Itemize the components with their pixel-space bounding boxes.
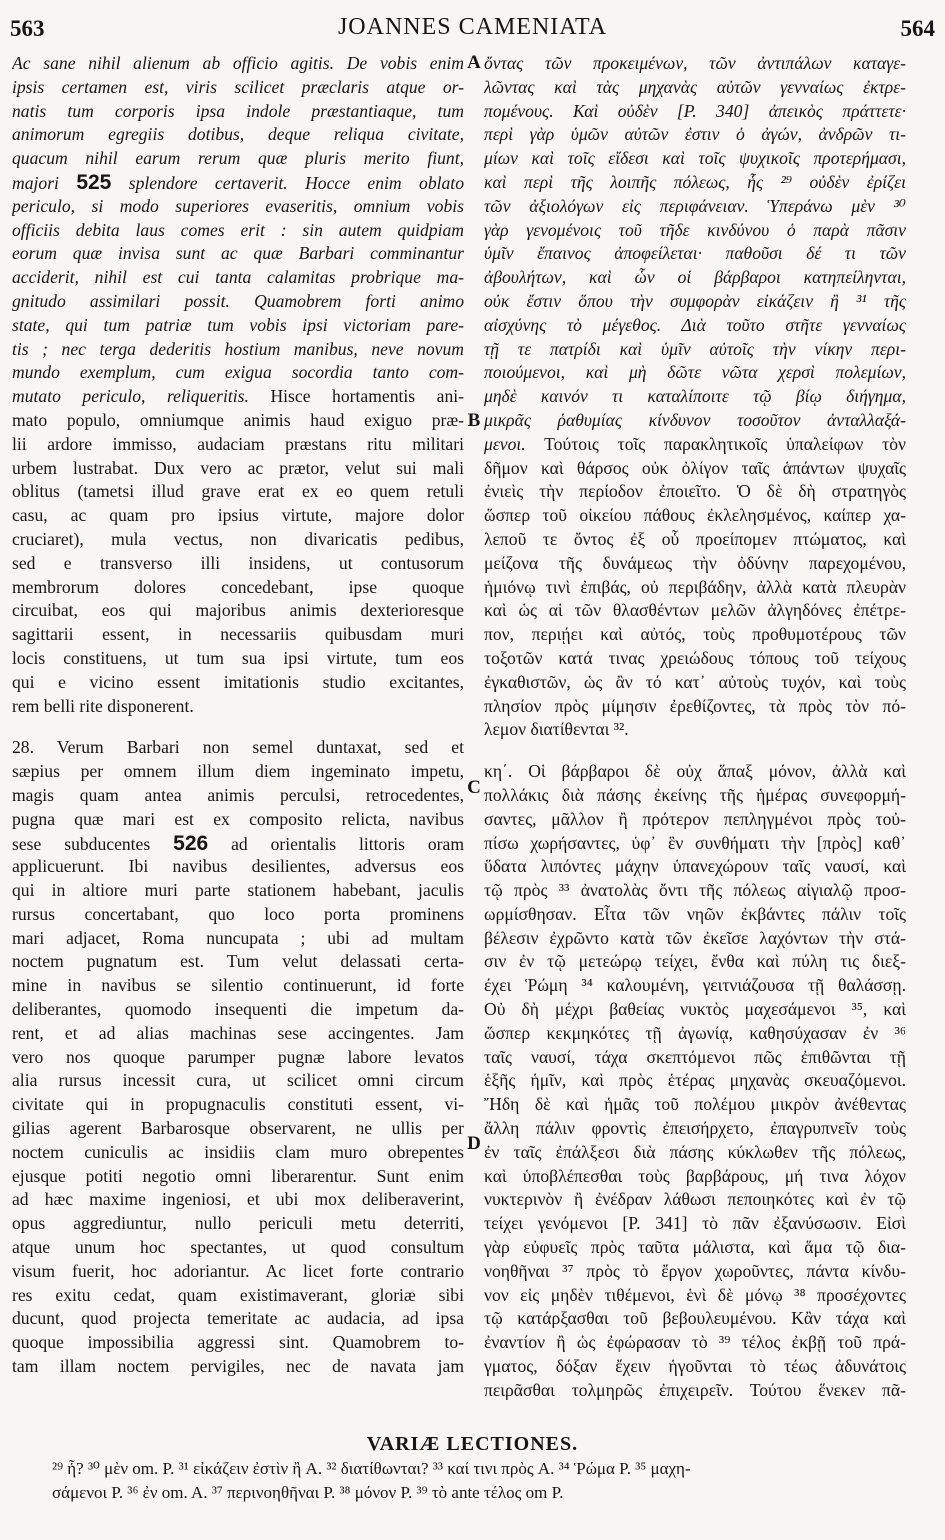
text-line <box>12 695 464 719</box>
text-segment: σιν ἐν τῷ μετεώρῳ τείχει, ἔνθα καὶ πύλη τις διεξ- <box>484 951 906 972</box>
text-segment: πίσω χωρήσαντες, ὑφ᾽ ἓν συνθήματι τὴν [πρὸς] καθ᾽ <box>484 832 906 853</box>
text-segment: νοηθῆναι ³⁷ πρὸς τὸ ἔργον χωροῦντες, πάντα κίνδυ- <box>484 1260 906 1281</box>
running-title: JOANNES CAMENIATA <box>337 14 608 40</box>
text-line <box>484 808 906 832</box>
text-segment: καὶ ὡς αἱ τῶν θλασθέντων μελῶν ἀλγηδόνες ἐπέτρε- <box>484 600 906 621</box>
paragraph-gap <box>484 742 906 760</box>
text-line <box>12 903 464 927</box>
text-line <box>12 736 464 760</box>
text-line <box>12 504 464 528</box>
text-segment: ὑμῖν ἔπαινος ἀποφείλεται· παθοῦσι δέ τι τῶν <box>484 243 906 264</box>
text-line <box>12 385 464 409</box>
text-line <box>484 1188 906 1212</box>
text-line <box>484 433 906 457</box>
text-segment: ipsis certamen est, viris scilicet præclaris atque or- <box>12 76 464 97</box>
text-segment: ἄλλη πάλιν φροντὶς ἐπεισήρχετο, ἐπαγρυπνεῖν τοὺς <box>484 1118 906 1139</box>
margin-letter-a: A <box>467 52 481 73</box>
text-line <box>484 718 906 742</box>
text-segment: atque unum hoc spectantes, ut quod consultum <box>12 1237 464 1258</box>
text-segment: noctem pugnatum est. Tum velut delassati certa- <box>12 951 464 972</box>
text-line <box>12 784 464 808</box>
text-line <box>12 1307 464 1331</box>
margin-letter-b: B <box>467 410 481 431</box>
text-segment: mato populo, omniumque animis haud exiguo præ- <box>12 409 464 430</box>
greek-column <box>484 52 906 1400</box>
text-segment: ὥσπερ τοῦ οἰκείου πάθους ἐκλελησμένος, καίπερ χα- <box>484 505 906 526</box>
text-segment: mine in navibus se silentio continuerunt, id forte <box>12 975 464 996</box>
text-line <box>12 1355 464 1379</box>
text-segment: γὰρ γενομένοις τοῦ τῆδε κινδύνου ὁ παρὰ πᾶσιν <box>484 219 906 240</box>
text-segment: μείζονα τῆς δυνάμεως τὴν ὀδύνην παρεχομένου, <box>484 552 906 573</box>
text-segment: sæpius per omnem illum diem ingeminato impetu, <box>12 761 464 782</box>
text-line <box>12 457 464 481</box>
text-line <box>12 1093 464 1117</box>
text-segment: applicuerunt. Ibi navibus desilientes, adversus eos <box>12 856 464 877</box>
text-line <box>484 76 906 100</box>
text-segment: tam illam noctem pervigiles, nec de navata jam <box>12 1356 464 1377</box>
text-line <box>12 123 464 147</box>
text-segment: Hisce hortamentis ani- <box>248 386 464 407</box>
text-segment: qui in altiore muri parte stationem habebant, jaculis <box>12 880 464 901</box>
text-line <box>484 361 906 385</box>
text-line <box>484 950 906 974</box>
text-segment: magis quam antea animis perculsi, retrocedentes, <box>12 784 464 805</box>
text-line <box>12 1046 464 1070</box>
text-segment: γὰρ εὐφυεῖς πρὸς ταῦτα μάλιστα, καὶ ἅμα τῷ δια- <box>484 1237 906 1258</box>
text-segment: membrorum dolores concedebant, ipse quoque <box>12 576 464 597</box>
text-line <box>12 647 464 671</box>
text-segment: λῶντας καὶ τὰς μηχανὰς αὐτῶν γενναίως ἐκτρε- <box>484 76 906 97</box>
text-line <box>484 855 906 879</box>
text-line <box>12 1165 464 1189</box>
text-segment: sagittarii essent, in necessariis quibusdam muri <box>12 624 464 645</box>
text-line <box>484 195 906 219</box>
text-segment: ἀβουλήτων, καὶ ὧν οἱ βάρβαροι κατηπείληνται, <box>484 267 906 288</box>
text-line <box>12 361 464 385</box>
text-line <box>484 1117 906 1141</box>
text-segment: rent, et ad alias machinas sese accingentes. Jam <box>12 1022 464 1043</box>
text-line <box>12 1141 464 1165</box>
text-line <box>12 338 464 362</box>
text-line <box>12 1212 464 1236</box>
text-line <box>484 1046 906 1070</box>
text-line <box>484 1069 906 1093</box>
text-segment: circuibat, eos qui majoribus animis dexterioresque <box>12 600 464 621</box>
text-line <box>484 695 906 719</box>
text-line <box>484 1236 906 1260</box>
migne-column-marker: 526 <box>173 831 209 855</box>
text-line <box>484 147 906 171</box>
page-header <box>10 6 935 46</box>
text-line <box>12 927 464 951</box>
text-line <box>484 480 906 504</box>
migne-column-marker: 525 <box>76 170 112 194</box>
text-line <box>484 171 906 195</box>
latin-column <box>12 52 464 1377</box>
text-line <box>484 1141 906 1165</box>
text-segment: τῷ πρὸς ³³ ἀνατολὰς ὄντι τῆς πόλεως αἰγιαλῷ προσ- <box>484 880 906 901</box>
text-line <box>484 290 906 314</box>
text-segment: sese subducentes <box>12 833 174 854</box>
text-segment: πειρᾶσθαι τολμηρῶς ἐπιχειρεῖν. Τούτου ἕνεκεν πᾶ- <box>484 1379 906 1400</box>
text-segment: mundo exemplum, cum exigua socordia tanto com- <box>12 362 464 383</box>
text-segment: σαντες, μᾶλλον ἢ πρότερον πεπληγμένοι πρὸς τοὐ- <box>484 808 906 829</box>
text-line <box>12 1022 464 1046</box>
text-line <box>12 671 464 695</box>
text-line <box>12 52 464 76</box>
text-segment: opus aggrediuntur, nullo periculi metu deterriti, <box>12 1213 464 1234</box>
text-line <box>484 1379 906 1403</box>
text-segment: tis ; nec terga dederitis hostium manibus, neve novum <box>12 338 464 359</box>
text-line <box>484 52 906 76</box>
text-segment: vero nos quoque parumper pugnæ labore levatos <box>12 1046 464 1067</box>
text-segment: gnitudo assimilari possit. Quamobrem forti animo <box>12 290 464 311</box>
text-segment: quacum nihil earum rerum quæ pluris merito fiunt, <box>12 148 464 169</box>
text-segment: πον, περιῄει καὶ αὐτός, τοὺς προθυμοτέρους τῶν <box>484 624 906 645</box>
text-line <box>484 1165 906 1189</box>
text-segment: alia rursus incessit cura, ut scilicet omni circum <box>12 1070 464 1091</box>
text-segment: τῶν ἀξιολόγων εἰς περιφάνειαν. Ὑπεράνω μὲν ³⁰ <box>484 195 906 216</box>
text-segment: 28. Verum Barbari non semel duntaxat, sed et <box>12 737 464 758</box>
text-segment: cruciaret), mula vectus, non divaricatis pedibus, <box>12 528 464 549</box>
text-line <box>484 760 906 784</box>
text-segment: locis constituens, ut tum sua ipsi virtute, tum eos <box>12 647 464 668</box>
text-line <box>484 903 906 927</box>
text-line <box>12 147 464 171</box>
text-segment: Οὐ δὴ μέχρι βαθείας νυκτὸς μαχεσάμενοι ³⁵, καὶ <box>484 999 906 1020</box>
margin-letter-d: D <box>467 1133 481 1154</box>
text-line <box>484 242 906 266</box>
left-page-number: 563 <box>10 16 45 41</box>
text-segment: natis tum corporis ipsa indole præstantiaque, tum <box>12 100 464 121</box>
text-line <box>12 480 464 504</box>
text-line <box>484 1022 906 1046</box>
text-segment: deliberantes, quomodo insequenti die impetum da- <box>12 999 464 1020</box>
text-line <box>484 998 906 1022</box>
text-line <box>12 1236 464 1260</box>
text-segment: ἐγκαθιστῶν, ὡς ἂν τό κατ᾽ αὐτοὺς τυχόν, καὶ τοὺς <box>484 671 906 692</box>
text-segment: pugna quæ mari est ex composito relicta, navibus <box>12 808 464 829</box>
text-line <box>12 195 464 219</box>
text-line <box>484 504 906 528</box>
text-line <box>12 576 464 600</box>
text-line <box>12 1331 464 1355</box>
text-line <box>12 171 464 195</box>
text-segment: τείχει γενόμενοι [Ρ. 341] τὸ πᾶν ἐξανύσωσιν. Εἰσὶ <box>484 1213 906 1234</box>
text-line <box>484 100 906 124</box>
text-line <box>12 76 464 100</box>
text-segment: ποιούμενοι, καὶ μὴ δῶτε νῶτα χερσὶ πολεμίων, <box>484 362 906 383</box>
text-segment: noctem cuniculis ac insidiis clam muro obrepentes <box>12 1141 464 1162</box>
text-line <box>484 599 906 623</box>
text-segment: πομένους. Καὶ οὐδὲν [Ρ. 340] ἀπεικὸς πράττετε· <box>484 100 906 121</box>
text-segment: rursus concertabant, quo loco porta prominens <box>12 903 464 924</box>
text-segment: οὐκ ἔστιν ὅπου τὴν συμφορὰν εἰκάζειν ἢ ³¹ τῆς <box>484 290 906 311</box>
text-line <box>12 409 464 433</box>
text-line <box>12 552 464 576</box>
text-segment: ὄντας τῶν προκειμένων, τῶν ἀντιπάλων καταγε- <box>484 53 906 73</box>
text-line <box>484 623 906 647</box>
paragraph-gap <box>12 718 464 736</box>
text-segment: ad orientalis littoris oram <box>208 833 464 854</box>
text-segment: ἡμιόνῳ τινὶ ἐπιβάς, οὐ περιβάδην, ἀλλὰ κατὰ πλευρὰν <box>484 576 906 597</box>
text-line <box>484 671 906 695</box>
text-segment: visum fuerit, hoc adoriantur. Ac licet forte contrario <box>12 1260 464 1281</box>
text-segment: ducunt, quod projecta temeritate ac audacia, ad ipsa <box>12 1308 464 1329</box>
text-segment: έχει Ῥώμη ³⁴ καλουμένη, γειτνιάζουσα τῇ θαλάσσῃ. <box>484 975 906 996</box>
text-segment: periculo, si modo superiores evaseritis, omnium vobis <box>12 195 464 216</box>
text-segment: μηδὲ καινόν τι καταλίποιτε τῷ βίῳ διήγημα, <box>484 386 906 407</box>
text-line <box>12 998 464 1022</box>
text-segment: mutato periculo, reliqueritis. <box>12 386 249 407</box>
text-line <box>12 623 464 647</box>
text-segment: νον εἰς μηδὲν τιθέμενοι, ἑνὶ δὲ μόνῳ ³⁸ προσέχοντες <box>484 1284 906 1305</box>
variant-readings-line: ²⁹ ἧ? ³⁰ μὲν om. P. ³¹ εἰκάζειν ἐστὶν ἢ A. ³² διατίθωνται? ³³ καί τινι πρὸς A. ³⁴ Ῥώμα P. ³⁵ μαχη- <box>52 1459 691 1478</box>
text-line <box>484 123 906 147</box>
text-line <box>12 879 464 903</box>
text-line <box>484 385 906 409</box>
text-segment: τῷ κατάρξασθαι τοῦ βεβουλευμένου. Κἂν τάχα καὶ <box>484 1308 906 1329</box>
text-segment: lii ardore immisso, audaciam præstans ritu militari <box>12 433 464 454</box>
text-segment: ὥσπερ κεκμηκότες τῇ ἀγωνίᾳ, καθησύχασαν ἐν ³⁶ <box>484 1022 906 1043</box>
text-segment: civitate qui in propugnaculis constituti essent, vi- <box>12 1094 464 1115</box>
text-segment: περὶ γὰρ ὑμῶν αὐτῶν ἐστιν ὁ ἀγών, ἀνδρῶν τι- <box>484 124 906 145</box>
text-line <box>484 576 906 600</box>
text-segment: state, qui tum patriæ tum vobis ipsi victoriam pare- <box>12 314 464 335</box>
text-segment: τοξοτῶν κατά τινας χρειώδους τόπους τοῦ τείχους <box>484 647 906 668</box>
text-segment: αἰσχύνης τὸ μέγεθος. Διὰ τοῦτο στῆτε γενναίως <box>484 314 906 335</box>
text-line <box>484 552 906 576</box>
text-segment: τῇ τε πατρίδι καὶ ὑμῖν αὐτοῖς τὴν νίκην περι- <box>484 338 906 359</box>
text-line <box>484 784 906 808</box>
text-line <box>12 855 464 879</box>
text-segment: mari adjacet, Roma nuncupata ; ubi ad multam <box>12 927 464 948</box>
text-line <box>12 760 464 784</box>
text-line <box>484 1307 906 1331</box>
text-line <box>484 457 906 481</box>
text-segment: animorum egregiis dotibus, deque reliqua civitate, <box>12 124 464 145</box>
text-segment: καὶ ὑποβλέπεσθαι τοὺς βαρβάρους, μή τινα λόχον <box>484 1165 906 1186</box>
text-line <box>12 808 464 832</box>
text-segment: Ac sane nihil alienum ab officio agitis. De vobis enim <box>12 53 464 73</box>
text-line <box>12 528 464 552</box>
text-segment: Ἤδη δὲ καὶ ἡμᾶς τοῦ πολέμου μικρὸν ἀνέθεντας <box>484 1094 906 1115</box>
text-segment: rem belli rite disponerent. <box>12 695 194 716</box>
text-segment: majori <box>12 172 77 193</box>
text-line <box>484 1355 906 1379</box>
text-line <box>484 314 906 338</box>
text-line <box>12 1260 464 1284</box>
text-line <box>484 219 906 243</box>
text-line <box>12 290 464 314</box>
text-segment: urbem lustrabat. Dux vero ac prætor, velut sui mali <box>12 457 464 478</box>
text-segment: ἑξῆς ἡμῖν, καὶ πρὸς ἑτέρας μηχανὰς σκευαζόμενοι. <box>484 1070 906 1091</box>
text-line <box>12 100 464 124</box>
text-segment: μίων καὶ τοῖς εἴδεσι καὶ τοῖς ψυχικοῖς προτερήμασι, <box>484 148 906 169</box>
text-line <box>484 1212 906 1236</box>
text-segment: ἐναντίον ἢ ὡς ἐφώρασαν τὸ ³⁹ τέλος ἐκβῇ τοῦ πρά- <box>484 1332 906 1353</box>
text-line <box>484 266 906 290</box>
text-segment: ὕδατα λιπόντες μάχην ὑπανεχώρουν ταῖς ναυσί, καὶ <box>484 856 906 877</box>
text-segment: ejusque potiti negotio omni liberarentur. Sunt enim <box>12 1165 464 1186</box>
text-segment: ταῖς ναυσί, τάχα σκεπτόμενοι πῶς ἐπιθῶνται τῇ <box>484 1046 906 1067</box>
text-segment: Τούτοις τοῖς παρακλητικοῖς ὑπαλείφων τὸν <box>525 433 906 454</box>
text-segment: quoque impossibilia aggressi sint. Quamobrem to- <box>12 1332 464 1353</box>
text-segment: res exitu cedat, quam existimaverant, gloriæ sibi <box>12 1284 464 1305</box>
text-segment: βέλεσιν ἐχρῶντο κατὰ τῶν ἐκεῖσε λαχόντων τὴν στά- <box>484 927 906 948</box>
text-line <box>12 266 464 290</box>
text-line <box>484 832 906 856</box>
text-segment: oblitus (tametsi illud grave erat ex eo quem retuli <box>12 481 464 502</box>
text-segment: gilias agerent Barbarosque observarent, ne ullis per <box>12 1118 464 1139</box>
text-line <box>12 433 464 457</box>
text-line <box>484 528 906 552</box>
variae-lectiones-heading: VARIÆ LECTIONES. <box>366 1433 579 1455</box>
text-segment: πολλάκις διὰ πάσης ἐκείνης τῆς ἡμέρας συνεφορμή- <box>484 784 906 805</box>
text-line <box>12 314 464 338</box>
text-segment: acciderit, nihil est cui tanta calamitas probrique ma- <box>12 267 464 288</box>
text-segment: πλησίον πρὸς μίμησιν ἐρεθίζοντες, τὰ πρὸς τὸν πό- <box>484 695 906 716</box>
text-line <box>12 242 464 266</box>
text-line <box>12 1188 464 1212</box>
text-segment: δῆμον καὶ θάρσος οὐκ ὀλίγον ταῖς ἁπάντων ψυχαῖς <box>484 457 906 478</box>
text-line <box>484 927 906 951</box>
text-segment: μενοι. <box>484 433 526 454</box>
text-segment: ωρμίσθησαν. Εἶτα τῶν νηῶν ἐκβάντες πάλιν τοῖς <box>484 903 906 924</box>
text-line <box>484 338 906 362</box>
text-line <box>484 1260 906 1284</box>
text-segment: κη΄. Οἱ βάρβαροι δὲ οὐχ ἅπαξ μόνον, ἀλλὰ καὶ <box>484 761 906 782</box>
text-segment: μικρᾶς ῥαθυμίας κίνδυνον τοσοῦτον ἀνταλλαξά- <box>484 409 906 430</box>
text-segment: καὶ περὶ τῆς λοιπῆς πόλεως, ἧς ²⁹ οὐδὲν ἐρίζει <box>484 171 906 192</box>
right-page-number: 564 <box>900 16 935 41</box>
text-line <box>12 974 464 998</box>
text-line <box>484 409 906 433</box>
text-line <box>12 1069 464 1093</box>
text-line <box>12 219 464 243</box>
text-segment: eorum quæ invisa sunt ac quæ Barbari comminantur <box>12 243 464 264</box>
text-line <box>484 974 906 998</box>
text-line <box>12 950 464 974</box>
text-segment: λεποῦ τε ὄντος ἐξ οὗ προείπομεν πτώματος, καὶ <box>484 528 906 549</box>
margin-letter-c: C <box>467 777 481 798</box>
text-segment: ἐνιεὶς τὴν περίοδον ἐποιεῖτο. Ὁ δὲ δὴ στρατηγὸς <box>484 481 906 502</box>
text-line <box>12 1284 464 1308</box>
text-segment: νυκτερινὸν ἢ ἐνέδραν λάθωσι πεποιηκότες καὶ ἐν τῷ <box>484 1189 906 1210</box>
text-segment: qui e vicino essent imitationis studio excitantes, <box>12 671 464 692</box>
text-line <box>484 1284 906 1308</box>
text-segment: γματος, δόξαν ἔχειν ἡγοῦνται τὸ τέως ἀδυνάτοις <box>484 1356 906 1377</box>
text-line <box>484 647 906 671</box>
text-line <box>12 1117 464 1141</box>
variant-readings-line: σάμενοι P. ³⁶ ἐν om. A. ³⁷ περινοηθῆναι P. ³⁸ μόνον P. ³⁹ τὸ ante τέλος om P. <box>52 1483 564 1502</box>
text-segment: ad hæc maxime ingeniosi, et ubi mox deliberaverint, <box>12 1189 464 1210</box>
text-segment: splendore certaverit. Hocce enim oblato <box>111 172 464 193</box>
text-segment: casu, ac quam pro ipsius virtute, majore dolor <box>12 505 464 526</box>
text-segment: ἐν ταῖς ἐπάλξεσι διὰ πάσης κύκλωθεν τῆς πόλεως, <box>484 1141 906 1162</box>
text-segment: sed e transverso illi insidens, ut contusorum <box>12 552 464 573</box>
text-segment: officiis debita laus comes erit : sin autem quidpiam <box>12 219 464 240</box>
text-line <box>484 879 906 903</box>
text-line <box>12 832 464 856</box>
text-segment: λεμον διατίθενται ³². <box>484 719 629 740</box>
variant-readings <box>52 1457 922 1505</box>
text-line <box>484 1331 906 1355</box>
text-line <box>12 599 464 623</box>
text-line <box>484 1093 906 1117</box>
